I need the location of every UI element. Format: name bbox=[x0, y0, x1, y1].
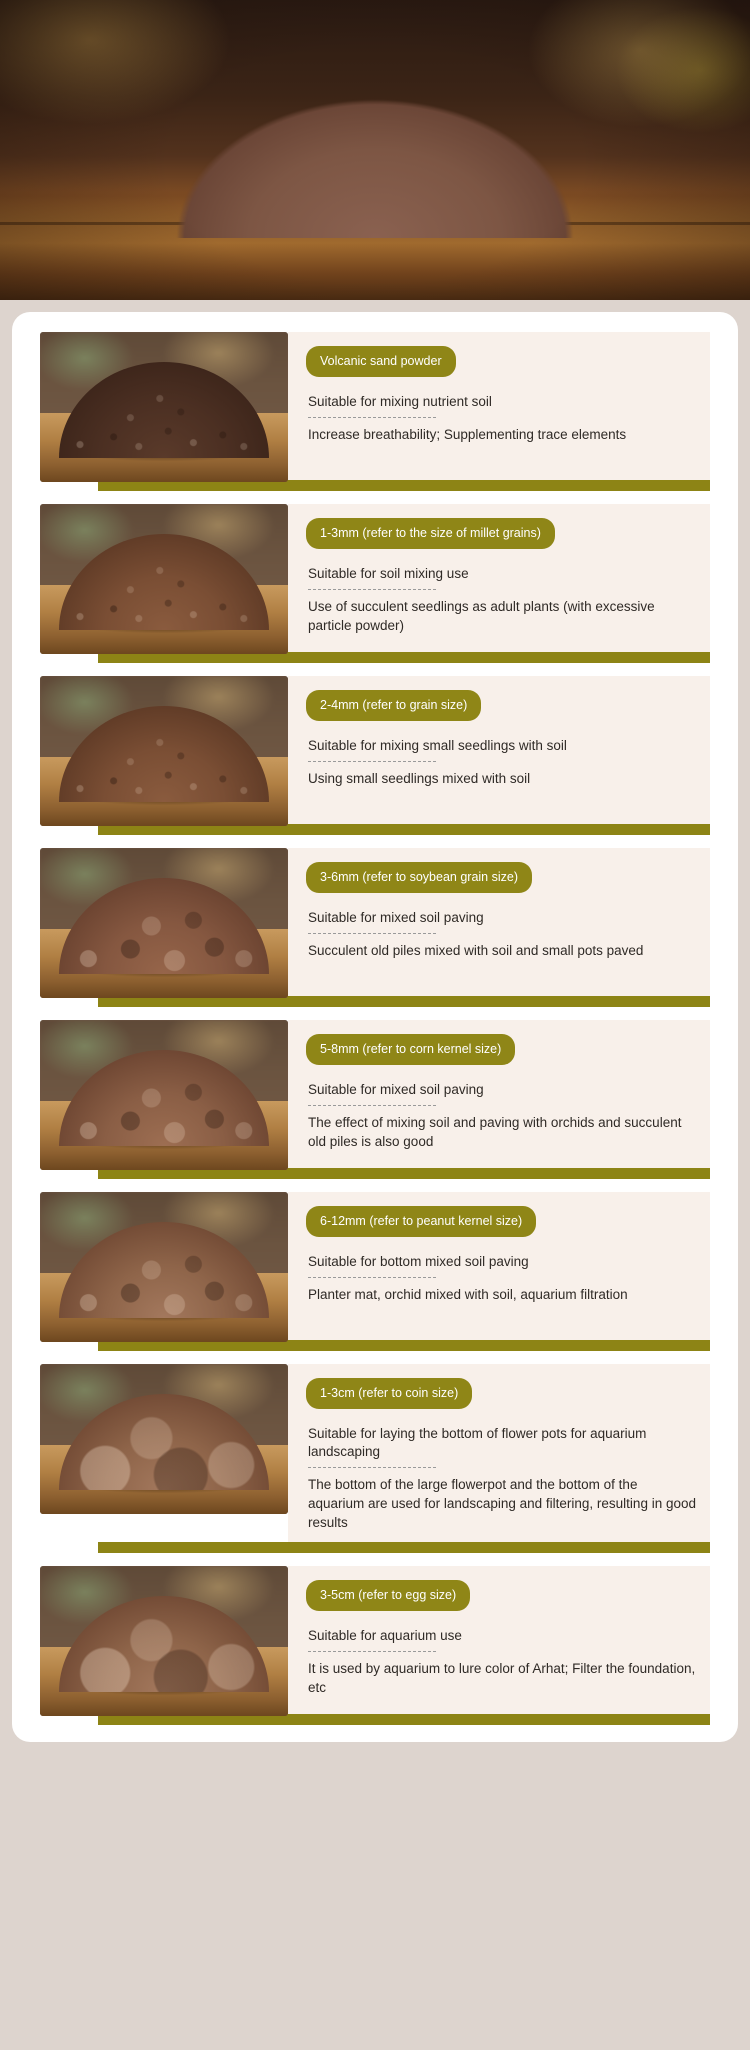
row-thumbnail bbox=[40, 848, 288, 998]
thumb-rock-mound bbox=[59, 1596, 269, 1692]
thumb-rock-texture bbox=[59, 706, 269, 802]
lava-rock-2-4mm-photo bbox=[40, 676, 288, 826]
row-size-tag: 1-3cm (refer to coin size) bbox=[306, 1378, 472, 1409]
row-info bbox=[288, 1364, 710, 1544]
thumb-rock-texture bbox=[59, 1222, 269, 1318]
row-size-tag: 3-5cm (refer to egg size) bbox=[306, 1580, 470, 1611]
row-divider bbox=[308, 1105, 436, 1106]
size-spec-row-6 bbox=[40, 1364, 710, 1544]
row-info bbox=[288, 1566, 710, 1716]
size-spec-row-5 bbox=[40, 1192, 710, 1342]
row-divider bbox=[308, 1277, 436, 1278]
row-usage-detail: Succulent old piles mixed with soil and small pots paved bbox=[308, 942, 644, 958]
hero-rock-pile-texture bbox=[95, 28, 655, 238]
size-spec-panel bbox=[12, 312, 738, 1742]
size-spec-row-2 bbox=[40, 676, 710, 826]
thumb-rock-texture bbox=[59, 1596, 269, 1692]
lava-rock-1-3mm-photo bbox=[40, 504, 288, 654]
row-usage-primary: Suitable for soil mixing use bbox=[308, 565, 469, 581]
row-size-tag: 6-12mm (refer to peanut kernel size) bbox=[306, 1206, 536, 1237]
lava-rock-5-8mm-photo bbox=[40, 1020, 288, 1170]
size-spec-row-3 bbox=[40, 848, 710, 998]
size-spec-row-4 bbox=[40, 1020, 710, 1170]
row-accent-bar bbox=[98, 1542, 710, 1553]
volcanic-sand-powder-photo bbox=[40, 332, 288, 482]
row-usage-primary: Suitable for mixed soil paving bbox=[308, 909, 484, 925]
row-usage-primary: Suitable for laying the bottom of flower pots for aquarium landscaping bbox=[308, 1425, 647, 1459]
row-info bbox=[288, 1020, 710, 1170]
row-divider bbox=[308, 761, 436, 762]
thumb-rock-texture bbox=[59, 1394, 269, 1490]
thumb-rock-texture bbox=[59, 878, 269, 974]
thumb-rock-mound bbox=[59, 534, 269, 630]
hero-product-image bbox=[0, 0, 750, 300]
thumb-rock-mound bbox=[59, 1050, 269, 1146]
row-size-tag: 3-6mm (refer to soybean grain size) bbox=[306, 862, 532, 893]
row-usage-primary: Suitable for aquarium use bbox=[308, 1627, 462, 1643]
thumb-rock-mound bbox=[59, 1222, 269, 1318]
row-size-tag: 2-4mm (refer to grain size) bbox=[306, 690, 481, 721]
thumb-rock-texture bbox=[59, 1050, 269, 1146]
row-divider bbox=[308, 1467, 436, 1468]
hero-rock-pile bbox=[95, 28, 655, 238]
row-divider bbox=[308, 589, 436, 590]
lava-rock-6-12mm-photo bbox=[40, 1192, 288, 1342]
row-usage-primary: Suitable for bottom mixed soil paving bbox=[308, 1253, 529, 1269]
row-usage-detail: Using small seedlings mixed with soil bbox=[308, 770, 531, 786]
row-usage-detail: It is used by aquarium to lure color of Arhat; Filter the foundation, etc bbox=[308, 1661, 696, 1696]
row-divider bbox=[308, 1651, 436, 1652]
row-info bbox=[288, 1192, 710, 1342]
row-usage-detail: Increase breathability; Supplementing trace elements bbox=[308, 426, 627, 442]
size-spec-row-7 bbox=[40, 1566, 710, 1716]
row-divider bbox=[308, 417, 436, 418]
row-usage-primary: Suitable for mixing small seedlings with soil bbox=[308, 737, 567, 753]
row-thumbnail bbox=[40, 504, 288, 654]
row-size-tag: 1-3mm (refer to the size of millet grains) bbox=[306, 518, 555, 549]
thumb-rock-mound bbox=[59, 878, 269, 974]
thumb-rock-mound bbox=[59, 362, 269, 458]
row-info bbox=[288, 676, 710, 826]
row-usage-detail: The bottom of the large flowerpot and the bottom of the aquarium are used for landscaping and filtering, resulting in good results bbox=[308, 1476, 696, 1531]
thumb-rock-texture bbox=[59, 362, 269, 458]
lava-rock-3-6mm-photo bbox=[40, 848, 288, 998]
row-thumbnail bbox=[40, 332, 288, 482]
row-thumbnail bbox=[40, 1566, 288, 1716]
row-divider bbox=[308, 933, 436, 934]
thumb-rock-mound bbox=[59, 706, 269, 802]
row-info bbox=[288, 332, 710, 482]
row-thumbnail bbox=[40, 1020, 288, 1170]
row-thumbnail bbox=[40, 1364, 288, 1514]
row-usage-primary: Suitable for mixing nutrient soil bbox=[308, 393, 492, 409]
row-size-tag: Volcanic sand powder bbox=[306, 346, 456, 377]
row-info bbox=[288, 848, 710, 998]
size-spec-row-1 bbox=[40, 504, 710, 654]
row-usage-detail: Planter mat, orchid mixed with soil, aquarium filtration bbox=[308, 1286, 628, 1302]
lava-rock-3-5cm-photo bbox=[40, 1566, 288, 1716]
row-thumbnail bbox=[40, 676, 288, 826]
lava-rock-1-3cm-photo bbox=[40, 1364, 288, 1514]
row-info bbox=[288, 504, 710, 654]
size-spec-row-0 bbox=[40, 332, 710, 482]
row-usage-detail: The effect of mixing soil and paving with orchids and succulent old piles is also good bbox=[308, 1114, 682, 1149]
row-thumbnail bbox=[40, 1192, 288, 1342]
thumb-rock-mound bbox=[59, 1394, 269, 1490]
row-usage-primary: Suitable for mixed soil paving bbox=[308, 1081, 484, 1097]
row-size-tag: 5-8mm (refer to corn kernel size) bbox=[306, 1034, 515, 1065]
thumb-rock-texture bbox=[59, 534, 269, 630]
row-usage-detail: Use of succulent seedlings as adult plants (with excessive particle powder) bbox=[308, 598, 655, 633]
